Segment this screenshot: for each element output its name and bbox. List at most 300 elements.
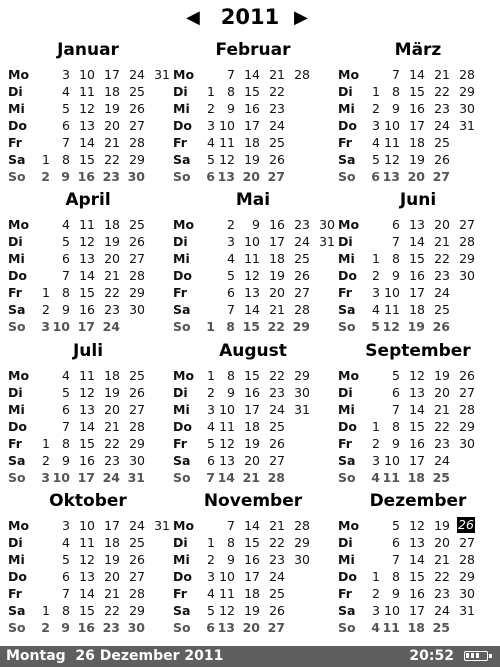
day-cell[interactable]: 18 (409, 135, 425, 150)
day-cell[interactable]: 17 (77, 470, 95, 485)
day-cell[interactable]: 9 (62, 453, 70, 468)
day-cell[interactable]: 23 (104, 302, 120, 317)
day-cell[interactable]: 3 (372, 118, 380, 133)
day-cell[interactable]: 5 (207, 603, 215, 618)
day-cell[interactable]: 27 (129, 402, 145, 417)
day-cell[interactable]: 3 (207, 402, 215, 417)
day-cell[interactable]: 9 (227, 552, 235, 567)
day-cell[interactable]: 30 (459, 101, 475, 116)
day-cell[interactable]: 3 (62, 518, 70, 533)
day-cell[interactable]: 6 (392, 385, 400, 400)
day-cell[interactable]: 19 (244, 603, 260, 618)
day-cell[interactable]: 4 (207, 586, 215, 601)
day-cell[interactable]: 23 (269, 101, 285, 116)
day-cell[interactable]: 21 (269, 518, 285, 533)
day-cell[interactable]: 29 (294, 535, 310, 550)
day-cell[interactable]: 25 (129, 535, 145, 550)
day-cell[interactable]: 17 (244, 569, 260, 584)
day-cell[interactable]: 23 (434, 586, 450, 601)
day-cell[interactable]: 2 (42, 302, 50, 317)
day-cell[interactable]: 18 (409, 302, 425, 317)
day-cell[interactable]: 16 (79, 453, 95, 468)
day-cell[interactable]: 16 (409, 436, 425, 451)
day-cell[interactable]: 29 (129, 152, 145, 167)
day-cell[interactable]: 26 (434, 152, 450, 167)
day-cell[interactable]: 25 (434, 302, 450, 317)
day-cell[interactable]: 9 (62, 302, 70, 317)
day-cell[interactable]: 15 (409, 419, 425, 434)
day-cell[interactable]: 3 (372, 285, 380, 300)
day-cell[interactable]: 20 (434, 535, 450, 550)
day-cell[interactable]: 10 (79, 67, 95, 82)
day-cell[interactable]: 30 (459, 586, 475, 601)
day-cell[interactable]: 15 (79, 285, 95, 300)
day-cell[interactable]: 16 (79, 302, 95, 317)
day-cell[interactable]: 4 (371, 470, 380, 485)
day-cell[interactable]: 12 (219, 152, 235, 167)
day-cell[interactable]: 18 (104, 368, 120, 383)
day-cell[interactable]: 13 (79, 118, 95, 133)
day-cell[interactable]: 19 (269, 268, 285, 283)
day-cell[interactable]: 15 (244, 535, 260, 550)
day-cell[interactable]: 10 (79, 518, 95, 533)
day-cell[interactable]: 27 (459, 385, 475, 400)
day-cell[interactable]: 8 (226, 319, 235, 334)
day-cell[interactable]: 18 (269, 251, 285, 266)
day-cell[interactable]: 28 (459, 234, 475, 249)
day-cell[interactable]: 14 (244, 302, 260, 317)
day-cell[interactable]: 14 (244, 67, 260, 82)
day-cell[interactable]: 13 (79, 569, 95, 584)
next-year-icon[interactable]: ▶ (294, 7, 308, 28)
day-cell[interactable]: 29 (129, 436, 145, 451)
day-cell[interactable]: 12 (219, 603, 235, 618)
day-cell[interactable]: 19 (104, 552, 120, 567)
day-cell[interactable]: 22 (269, 368, 285, 383)
day-cell[interactable]: 9 (392, 268, 400, 283)
day-cell[interactable]: 30 (294, 385, 310, 400)
day-cell[interactable]: 27 (267, 620, 285, 635)
day-cell[interactable]: 4 (207, 135, 215, 150)
day-cell[interactable]: 1 (372, 84, 380, 99)
today-day-cell[interactable]: 26 (458, 517, 474, 532)
day-cell[interactable]: 4 (62, 368, 70, 383)
day-cell[interactable]: 7 (227, 67, 235, 82)
day-cell[interactable]: 11 (384, 135, 400, 150)
day-cell[interactable]: 24 (434, 603, 450, 618)
day-cell[interactable]: 7 (62, 419, 70, 434)
day-cell[interactable]: 30 (127, 620, 145, 635)
day-cell[interactable]: 5 (392, 368, 400, 383)
day-cell[interactable]: 18 (104, 84, 120, 99)
day-cell[interactable]: 26 (129, 385, 145, 400)
day-cell[interactable]: 20 (104, 402, 120, 417)
day-cell[interactable]: 5 (207, 436, 215, 451)
day-cell[interactable]: 22 (104, 285, 120, 300)
day-cell[interactable]: 20 (242, 169, 260, 184)
day-cell[interactable]: 24 (102, 319, 120, 334)
day-cell[interactable]: 23 (434, 101, 450, 116)
day-cell[interactable]: 13 (79, 251, 95, 266)
day-cell[interactable]: 25 (432, 620, 450, 635)
day-cell[interactable]: 16 (269, 217, 285, 232)
day-cell[interactable]: 26 (129, 234, 145, 249)
day-cell[interactable]: 24 (294, 234, 310, 249)
day-cell[interactable]: 16 (409, 268, 425, 283)
day-cell[interactable]: 28 (294, 302, 310, 317)
day-cell[interactable]: 25 (434, 135, 450, 150)
day-cell[interactable]: 23 (294, 217, 310, 232)
day-cell[interactable]: 13 (409, 535, 425, 550)
day-cell[interactable]: 3 (41, 319, 50, 334)
day-cell[interactable]: 25 (432, 470, 450, 485)
day-cell[interactable]: 15 (409, 569, 425, 584)
day-cell[interactable]: 9 (392, 586, 400, 601)
day-cell[interactable]: 6 (62, 402, 70, 417)
day-cell[interactable]: 19 (104, 101, 120, 116)
day-cell[interactable]: 17 (77, 319, 95, 334)
day-cell[interactable]: 31 (459, 603, 475, 618)
day-cell[interactable]: 1 (372, 569, 380, 584)
day-cell[interactable]: 5 (62, 385, 70, 400)
day-cell[interactable]: 21 (242, 470, 260, 485)
day-cell[interactable]: 12 (79, 385, 95, 400)
day-cell[interactable]: 13 (219, 453, 235, 468)
day-cell[interactable]: 20 (407, 169, 425, 184)
day-cell[interactable]: 7 (392, 402, 400, 417)
day-cell[interactable]: 4 (207, 419, 215, 434)
day-cell[interactable]: 16 (244, 552, 260, 567)
day-cell[interactable]: 3 (41, 470, 50, 485)
day-cell[interactable]: 3 (372, 453, 380, 468)
day-cell[interactable]: 5 (62, 101, 70, 116)
day-cell[interactable]: 9 (392, 436, 400, 451)
day-cell[interactable]: 8 (227, 535, 235, 550)
day-cell[interactable]: 6 (62, 569, 70, 584)
day-cell[interactable]: 18 (244, 419, 260, 434)
day-cell[interactable]: 21 (104, 268, 120, 283)
day-cell[interactable]: 21 (104, 135, 120, 150)
day-cell[interactable]: 20 (269, 285, 285, 300)
day-cell[interactable]: 4 (62, 217, 70, 232)
day-cell[interactable]: 13 (79, 402, 95, 417)
day-cell[interactable]: 6 (227, 285, 235, 300)
day-cell[interactable]: 25 (129, 368, 145, 383)
day-cell[interactable]: 26 (129, 101, 145, 116)
day-cell[interactable]: 24 (269, 118, 285, 133)
day-cell[interactable]: 1 (42, 436, 50, 451)
day-cell[interactable]: 12 (79, 101, 95, 116)
day-cell[interactable]: 4 (371, 620, 380, 635)
day-cell[interactable]: 2 (372, 101, 380, 116)
day-cell[interactable]: 25 (269, 419, 285, 434)
previous-year-icon[interactable]: ◀ (186, 7, 200, 28)
day-cell[interactable]: 4 (372, 135, 380, 150)
day-cell[interactable]: 7 (227, 302, 235, 317)
day-cell[interactable]: 20 (242, 620, 260, 635)
day-cell[interactable]: 22 (269, 84, 285, 99)
day-cell[interactable]: 14 (409, 402, 425, 417)
day-cell[interactable]: 1 (207, 368, 215, 383)
day-cell[interactable]: 15 (242, 319, 260, 334)
day-cell[interactable]: 8 (62, 603, 70, 618)
day-cell[interactable]: 14 (217, 470, 235, 485)
day-cell[interactable]: 7 (392, 234, 400, 249)
day-cell[interactable]: 15 (79, 436, 95, 451)
day-cell[interactable]: 13 (217, 620, 235, 635)
day-cell[interactable]: 14 (409, 67, 425, 82)
day-cell[interactable]: 9 (227, 101, 235, 116)
day-cell[interactable]: 15 (409, 251, 425, 266)
day-cell[interactable]: 22 (434, 251, 450, 266)
day-cell[interactable]: 27 (294, 285, 310, 300)
day-cell[interactable]: 23 (434, 268, 450, 283)
day-cell[interactable]: 31 (459, 118, 475, 133)
day-cell[interactable]: 28 (267, 470, 285, 485)
day-cell[interactable]: 24 (129, 518, 145, 533)
day-cell[interactable]: 22 (434, 419, 450, 434)
day-cell[interactable]: 9 (252, 217, 260, 232)
day-cell[interactable]: 28 (129, 586, 145, 601)
day-cell[interactable]: 21 (434, 234, 450, 249)
day-cell[interactable]: 30 (127, 169, 145, 184)
day-cell[interactable]: 2 (207, 101, 215, 116)
day-cell[interactable]: 21 (104, 586, 120, 601)
day-cell[interactable]: 3 (207, 118, 215, 133)
day-cell[interactable]: 11 (219, 586, 235, 601)
day-cell[interactable]: 19 (104, 385, 120, 400)
day-cell[interactable]: 4 (62, 84, 70, 99)
day-cell[interactable]: 28 (129, 268, 145, 283)
day-cell[interactable]: 6 (206, 169, 215, 184)
day-cell[interactable]: 4 (62, 535, 70, 550)
day-cell[interactable]: 12 (79, 552, 95, 567)
day-cell[interactable]: 14 (244, 518, 260, 533)
day-cell[interactable]: 6 (206, 620, 215, 635)
day-cell[interactable]: 25 (269, 135, 285, 150)
day-cell[interactable]: 29 (459, 569, 475, 584)
day-cell[interactable]: 6 (62, 251, 70, 266)
day-cell[interactable]: 8 (62, 285, 70, 300)
day-cell[interactable]: 8 (62, 436, 70, 451)
day-cell[interactable]: 23 (434, 436, 450, 451)
day-cell[interactable]: 17 (409, 453, 425, 468)
day-cell[interactable]: 23 (104, 453, 120, 468)
day-cell[interactable]: 19 (409, 152, 425, 167)
day-cell[interactable]: 30 (319, 217, 335, 232)
day-cell[interactable]: 11 (79, 368, 95, 383)
day-cell[interactable]: 12 (219, 436, 235, 451)
day-cell[interactable]: 17 (409, 603, 425, 618)
day-cell[interactable]: 29 (459, 251, 475, 266)
day-cell[interactable]: 16 (409, 586, 425, 601)
day-cell[interactable]: 5 (62, 552, 70, 567)
day-cell[interactable]: 12 (244, 268, 260, 283)
day-cell[interactable]: 26 (269, 436, 285, 451)
day-cell[interactable]: 18 (104, 535, 120, 550)
day-cell[interactable]: 7 (392, 67, 400, 82)
day-cell[interactable]: 15 (79, 603, 95, 618)
day-cell[interactable]: 16 (244, 385, 260, 400)
day-cell[interactable]: 15 (244, 368, 260, 383)
day-cell[interactable]: 26 (459, 368, 475, 383)
day-cell[interactable]: 8 (392, 251, 400, 266)
day-cell[interactable]: 6 (207, 453, 215, 468)
day-cell[interactable]: 1 (372, 419, 380, 434)
day-cell[interactable]: 22 (267, 319, 285, 334)
day-cell[interactable]: 17 (269, 234, 285, 249)
day-cell[interactable]: 1 (42, 285, 50, 300)
day-cell[interactable]: 8 (227, 368, 235, 383)
day-cell[interactable]: 26 (269, 603, 285, 618)
day-cell[interactable]: 22 (104, 436, 120, 451)
day-cell[interactable]: 21 (269, 302, 285, 317)
day-cell[interactable]: 20 (434, 385, 450, 400)
day-cell[interactable]: 31 (294, 402, 310, 417)
day-cell[interactable]: 7 (227, 518, 235, 533)
day-cell[interactable]: 2 (372, 586, 380, 601)
day-cell[interactable]: 20 (434, 217, 450, 232)
day-cell[interactable]: 24 (102, 470, 120, 485)
day-cell[interactable]: 28 (129, 419, 145, 434)
day-cell[interactable]: 24 (269, 569, 285, 584)
day-cell[interactable]: 5 (371, 319, 380, 334)
day-cell[interactable]: 1 (42, 152, 50, 167)
day-cell[interactable]: 18 (407, 620, 425, 635)
day-cell[interactable]: 4 (227, 251, 235, 266)
day-cell[interactable]: 13 (244, 285, 260, 300)
day-cell[interactable]: 13 (382, 169, 400, 184)
day-cell[interactable]: 12 (409, 368, 425, 383)
day-cell[interactable]: 2 (227, 217, 235, 232)
day-cell[interactable]: 26 (432, 319, 450, 334)
day-cell[interactable]: 22 (104, 152, 120, 167)
day-cell[interactable]: 27 (269, 453, 285, 468)
day-cell[interactable]: 19 (434, 518, 450, 533)
day-cell[interactable]: 21 (434, 67, 450, 82)
day-cell[interactable]: 1 (206, 319, 215, 334)
day-cell[interactable]: 10 (52, 319, 70, 334)
day-cell[interactable]: 11 (384, 302, 400, 317)
day-cell[interactable]: 20 (104, 118, 120, 133)
day-cell[interactable]: 21 (434, 552, 450, 567)
day-cell[interactable]: 6 (62, 118, 70, 133)
day-cell[interactable]: 14 (79, 586, 95, 601)
day-cell[interactable]: 19 (244, 152, 260, 167)
day-cell[interactable]: 16 (77, 620, 95, 635)
day-cell[interactable]: 27 (459, 217, 475, 232)
day-cell[interactable]: 31 (319, 234, 335, 249)
day-cell[interactable]: 31 (154, 67, 170, 82)
day-cell[interactable]: 1 (42, 603, 50, 618)
day-cell[interactable]: 29 (294, 368, 310, 383)
day-cell[interactable]: 25 (294, 251, 310, 266)
day-cell[interactable]: 2 (41, 620, 50, 635)
day-cell[interactable]: 26 (129, 552, 145, 567)
day-cell[interactable]: 29 (459, 419, 475, 434)
day-cell[interactable]: 23 (269, 552, 285, 567)
day-cell[interactable]: 20 (104, 251, 120, 266)
day-cell[interactable]: 14 (409, 552, 425, 567)
day-cell[interactable]: 31 (127, 470, 145, 485)
day-cell[interactable]: 22 (434, 84, 450, 99)
day-cell[interactable]: 30 (129, 453, 145, 468)
day-cell[interactable]: 27 (129, 118, 145, 133)
day-cell[interactable]: 8 (392, 569, 400, 584)
day-cell[interactable]: 27 (459, 535, 475, 550)
day-cell[interactable]: 22 (269, 535, 285, 550)
day-cell[interactable]: 7 (392, 552, 400, 567)
day-cell[interactable]: 6 (392, 217, 400, 232)
day-cell[interactable]: 11 (219, 135, 235, 150)
day-cell[interactable]: 15 (409, 84, 425, 99)
day-cell[interactable]: 8 (392, 419, 400, 434)
day-cell[interactable]: 30 (129, 302, 145, 317)
day-cell[interactable]: 10 (219, 402, 235, 417)
day-cell[interactable]: 2 (41, 169, 50, 184)
day-cell[interactable]: 25 (129, 84, 145, 99)
day-cell[interactable]: 12 (409, 518, 425, 533)
day-cell[interactable]: 17 (244, 118, 260, 133)
day-cell[interactable]: 13 (409, 217, 425, 232)
day-cell[interactable]: 20 (104, 569, 120, 584)
day-cell[interactable]: 17 (244, 402, 260, 417)
day-cell[interactable]: 7 (62, 586, 70, 601)
day-cell[interactable]: 27 (129, 251, 145, 266)
day-cell[interactable]: 22 (434, 569, 450, 584)
day-cell[interactable]: 30 (294, 552, 310, 567)
day-cell[interactable]: 8 (227, 84, 235, 99)
day-cell[interactable]: 5 (207, 152, 215, 167)
day-cell[interactable]: 3 (62, 67, 70, 82)
day-cell[interactable]: 16 (77, 169, 95, 184)
day-cell[interactable]: 8 (62, 152, 70, 167)
day-cell[interactable]: 6 (371, 169, 380, 184)
day-cell[interactable]: 7 (62, 268, 70, 283)
day-cell[interactable]: 10 (384, 118, 400, 133)
day-cell[interactable]: 14 (79, 419, 95, 434)
day-cell[interactable]: 15 (79, 152, 95, 167)
day-cell[interactable]: 26 (294, 268, 310, 283)
day-cell[interactable]: 17 (409, 118, 425, 133)
day-cell[interactable]: 11 (244, 251, 260, 266)
day-cell[interactable]: 2 (372, 436, 380, 451)
day-cell[interactable]: 21 (104, 419, 120, 434)
day-cell[interactable]: 20 (244, 453, 260, 468)
day-cell[interactable]: 25 (129, 217, 145, 232)
day-cell[interactable]: 19 (104, 234, 120, 249)
day-cell[interactable]: 19 (407, 319, 425, 334)
day-cell[interactable]: 3 (227, 234, 235, 249)
day-cell[interactable]: 14 (79, 268, 95, 283)
day-cell[interactable]: 18 (407, 470, 425, 485)
day-cell[interactable]: 18 (244, 135, 260, 150)
day-cell[interactable]: 13 (409, 385, 425, 400)
day-cell[interactable]: 1 (207, 535, 215, 550)
day-cell[interactable]: 16 (244, 101, 260, 116)
day-cell[interactable]: 9 (61, 620, 70, 635)
day-cell[interactable]: 10 (52, 470, 70, 485)
day-cell[interactable]: 27 (129, 569, 145, 584)
day-cell[interactable]: 26 (269, 152, 285, 167)
day-cell[interactable]: 28 (459, 402, 475, 417)
day-cell[interactable]: 16 (409, 101, 425, 116)
day-cell[interactable]: 7 (206, 470, 215, 485)
day-cell[interactable]: 24 (269, 402, 285, 417)
day-cell[interactable]: 5 (372, 152, 380, 167)
day-cell[interactable]: 21 (269, 67, 285, 82)
day-cell[interactable]: 11 (219, 419, 235, 434)
